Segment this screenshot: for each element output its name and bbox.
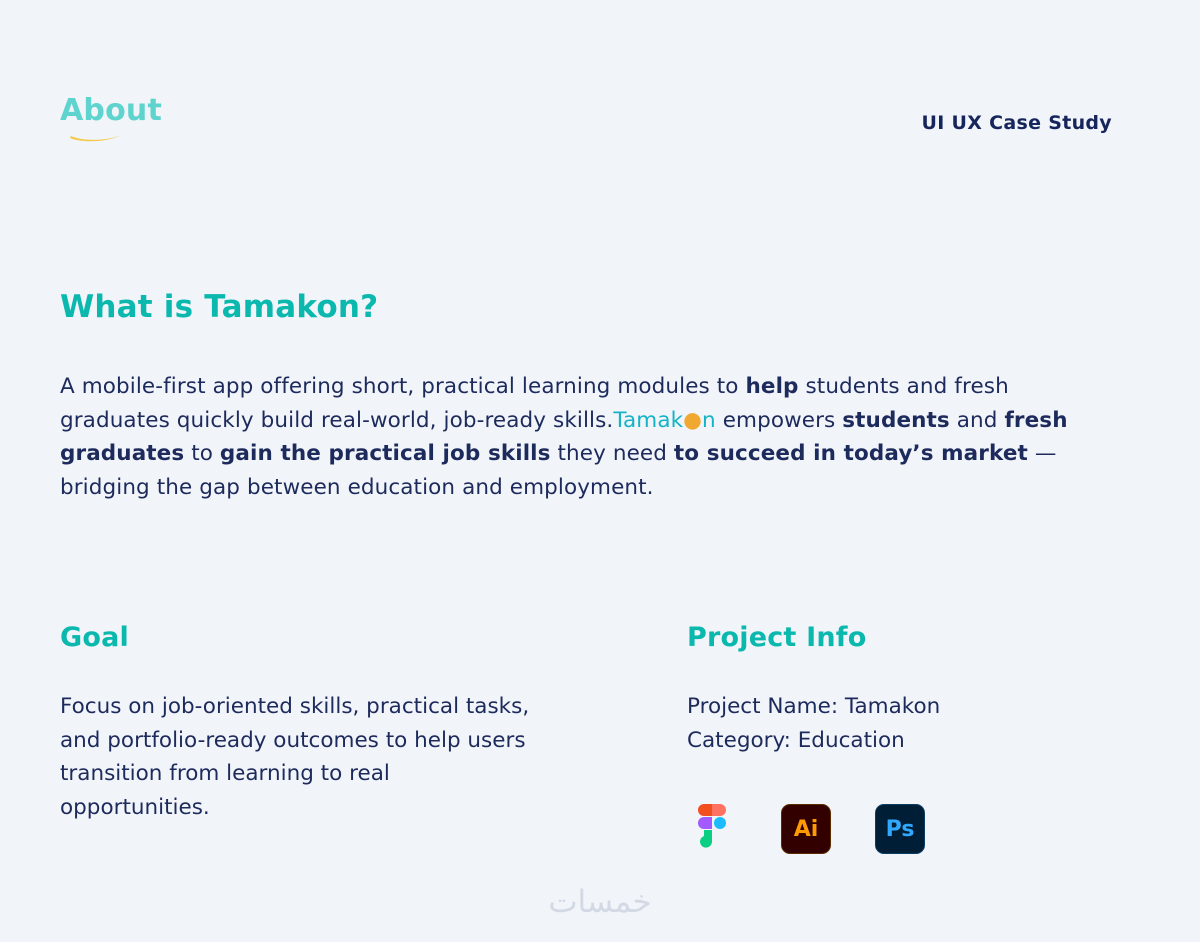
wordmark-pre: Tamak xyxy=(613,407,684,433)
wordmark-post: n xyxy=(702,407,716,433)
tamakon-wordmark xyxy=(613,408,715,433)
illustrator-icon xyxy=(781,804,831,854)
project-name-line: Project Name: Tamakon xyxy=(687,694,941,719)
goal-paragraph: Focus on job-oriented skills, practical tasks, and portfolio-ready outcomes to help users transition from learning to real opportunities. xyxy=(60,694,530,820)
text-part: to xyxy=(184,441,220,466)
figma-icon xyxy=(687,804,737,854)
wordmark-dot-icon: ● xyxy=(683,407,703,433)
watermark: خمسات xyxy=(548,884,652,920)
case-study-label: UI UX Case Study xyxy=(921,112,1112,134)
about-label: About xyxy=(60,93,163,128)
text-bold: fresh graduates xyxy=(60,407,1068,466)
text-part: they need xyxy=(550,441,674,466)
goal-heading: Goal xyxy=(60,622,129,653)
project-info-heading: Project Info xyxy=(687,622,867,653)
text-part: empowers xyxy=(715,407,843,433)
text-part: and xyxy=(949,407,1005,433)
text-bold: gain the practical job skills xyxy=(219,441,551,466)
photoshop-icon xyxy=(875,804,925,854)
text-part: A mobile-first app offering short, practical learning modules to xyxy=(60,374,746,399)
text-part: students and fresh graduates quickly build real-world, job-ready skills. xyxy=(60,374,1009,433)
project-category-line: Category: Education xyxy=(687,727,905,753)
page-title: What is Tamakon? xyxy=(60,289,379,325)
underline-swash-icon xyxy=(68,130,130,144)
what-is-paragraph xyxy=(60,370,1120,504)
text-bold: students xyxy=(842,407,950,433)
project-info-details xyxy=(687,690,1127,757)
photoshop-label: Ps xyxy=(885,816,915,842)
text-bold: to succeed in today’s market xyxy=(673,441,1028,466)
about-heading xyxy=(60,93,163,128)
tool-icons xyxy=(687,804,925,854)
text-part: — bridging the gap between education and employment. xyxy=(60,441,1057,500)
text-bold: help xyxy=(745,374,799,399)
illustrator-label: Ai xyxy=(793,816,819,842)
